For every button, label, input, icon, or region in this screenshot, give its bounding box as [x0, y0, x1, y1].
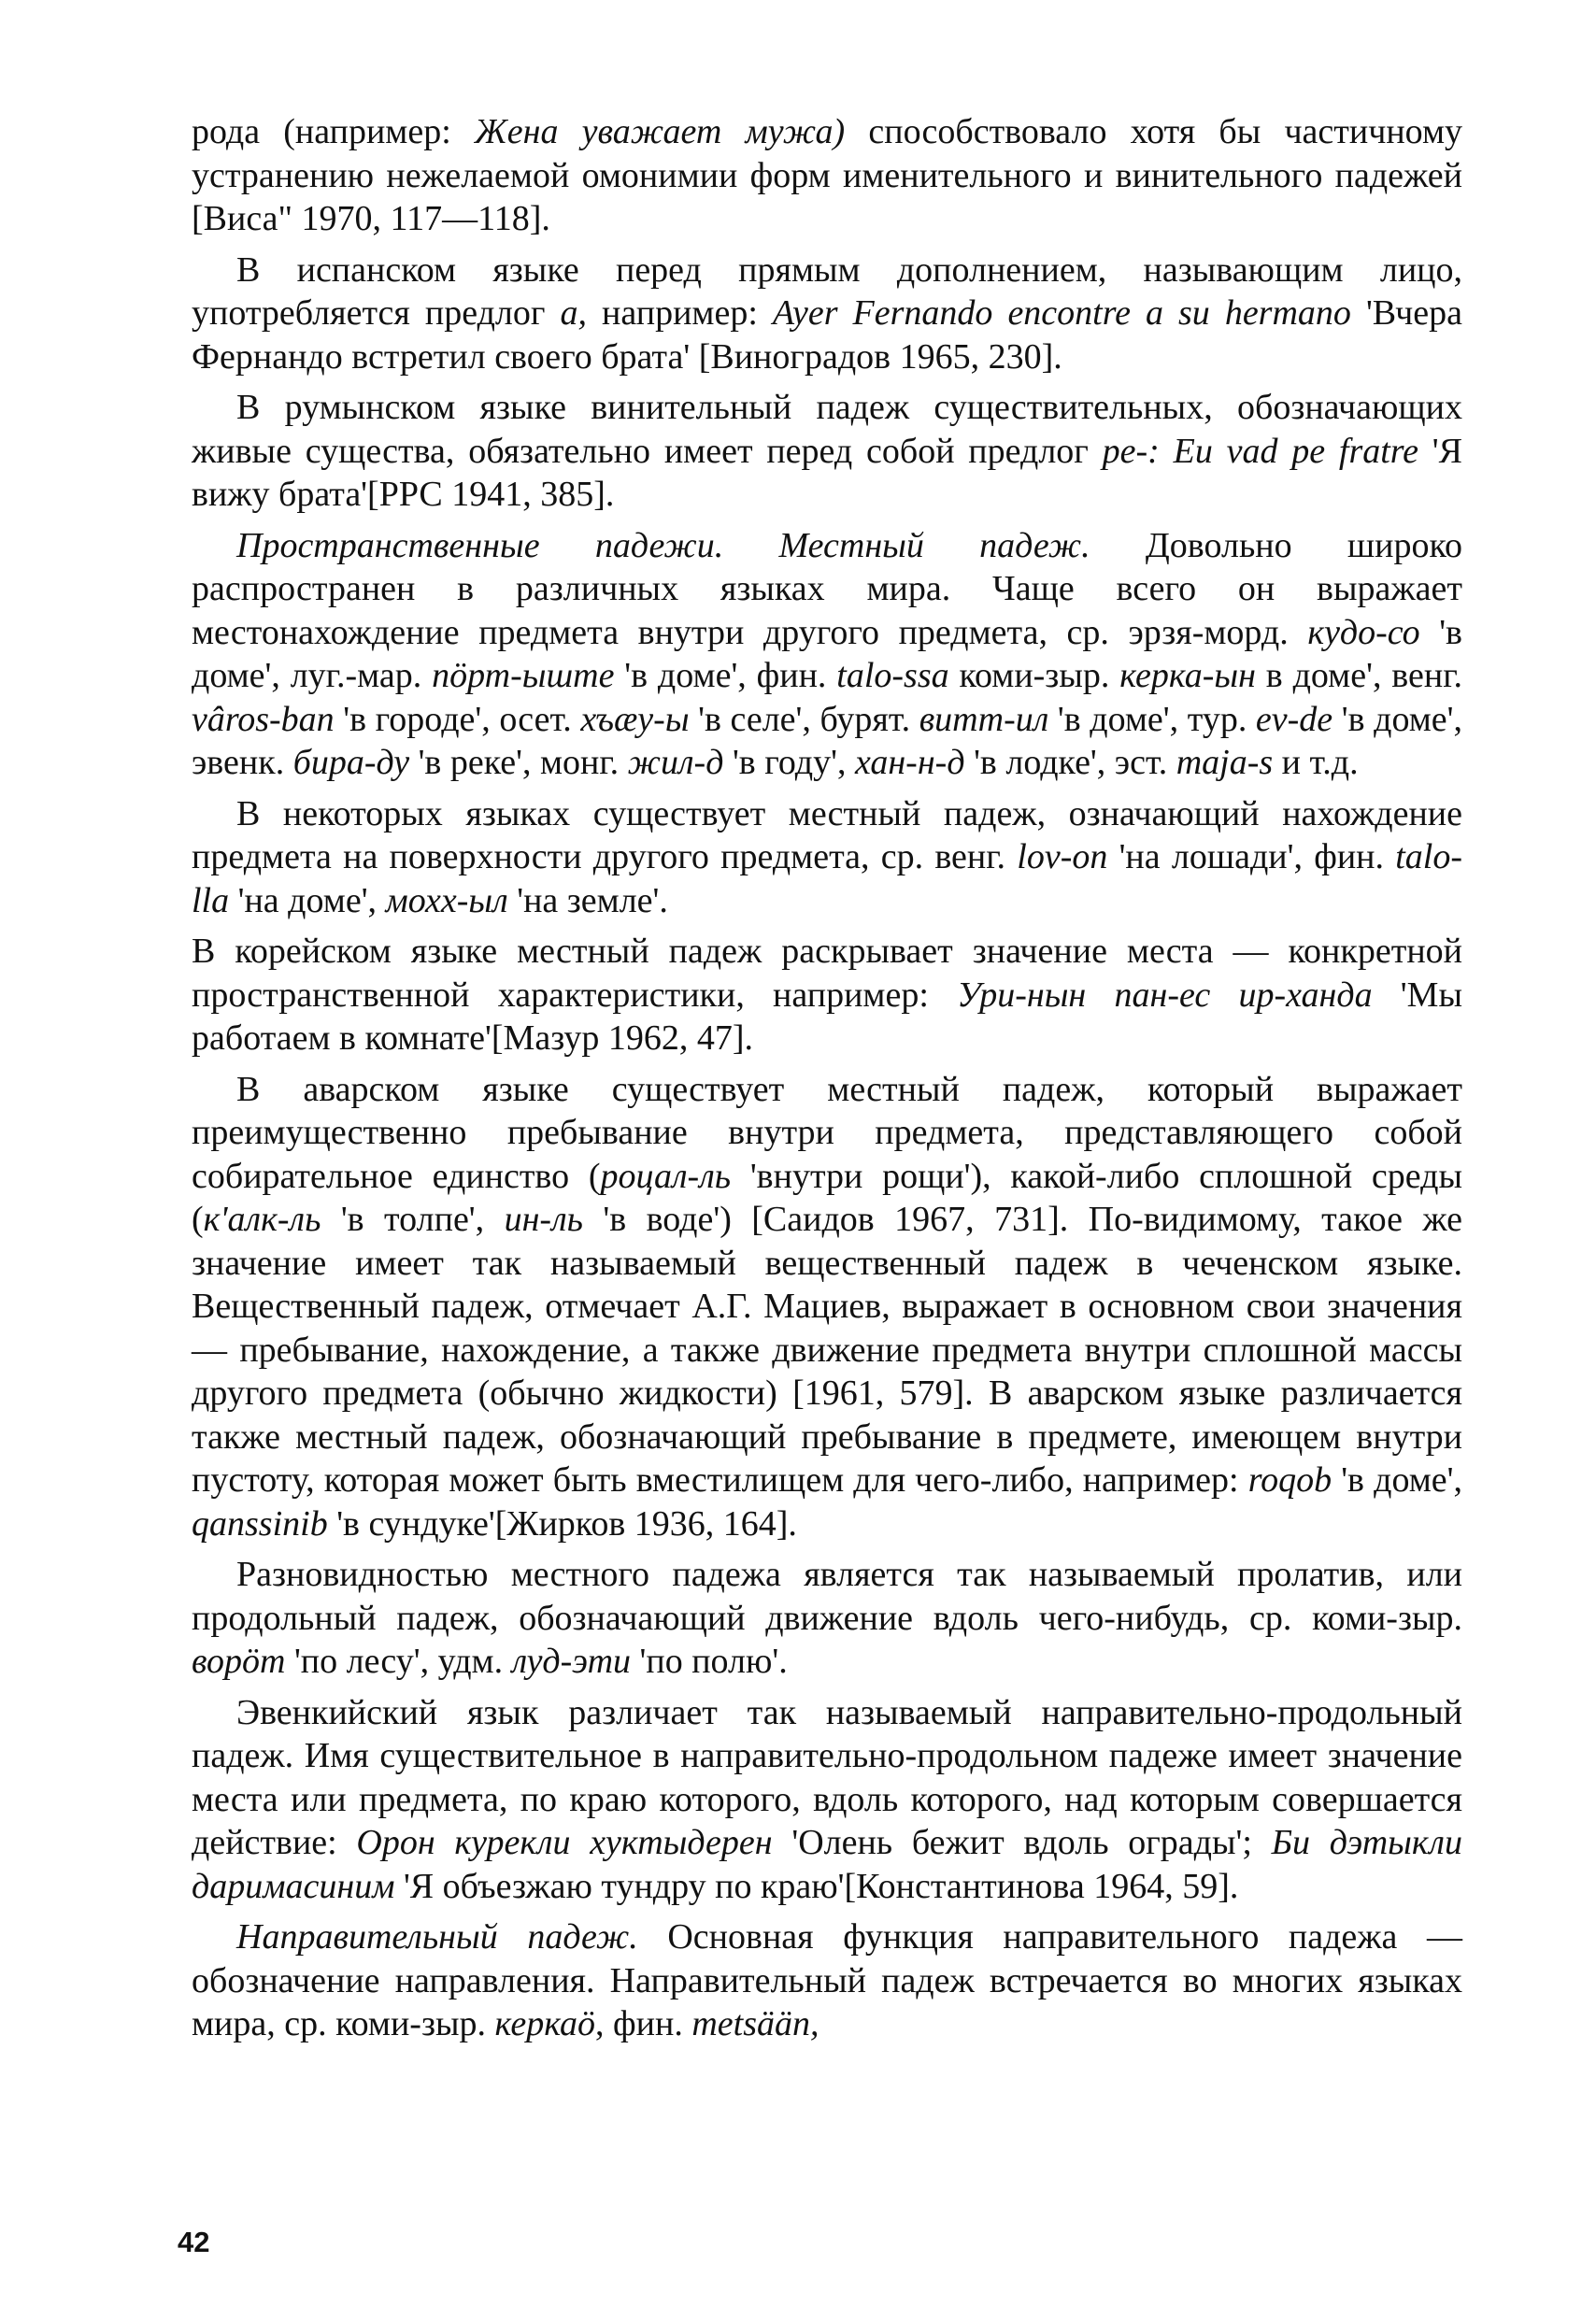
italic-run: хъæу-ы: [580, 699, 690, 739]
text-run: 'Я вижу брата'[РРС 1941, 385].: [192, 431, 1462, 514]
text-run: 'внутри рощи'), какой-либо сплошной среды (: [192, 1156, 1463, 1239]
italic-run: роцал-ль: [600, 1156, 732, 1196]
italic-run: Пространственные падежи. Местный падеж.: [236, 525, 1090, 565]
text-run: 'на лошади', фин.: [1107, 837, 1396, 876]
italic-run: керкаӧ: [494, 2004, 596, 2043]
italic-run: Орон курекли хуктыдерен: [356, 1823, 773, 1862]
italic-run: lov-on: [1017, 837, 1108, 876]
text-run: В аварском языке существует местный падеж, который выражает преимущественно пребывание внутри предмета, представляющего собой собирательное единство (: [192, 1069, 1462, 1196]
paragraph: [192, 1691, 1462, 1909]
text-run: Довольно широко распространен в различных языках мира. Чаще всего он выражает местонахождение предмета внутри другого предмета, ср. эрзя-морд.: [192, 525, 1462, 652]
italic-run: ev-de: [1255, 699, 1333, 739]
italic-run: луд-эти: [511, 1642, 632, 1681]
text-run: 'Мы работаем в комнате'[Мазур 1962, 47].: [192, 975, 1462, 1058]
text-run: 'Я объезжаю тундру по краю'[Константинова 1964, 59].: [394, 1866, 1239, 1906]
text-run: Основная функция направительного падежа — обозначение направления. Направительный падеж встречается во многих языках мира, ср. коми-зыр.: [192, 1917, 1462, 2043]
italic-run: qanssinib: [192, 1503, 328, 1544]
text-run: 'в году',: [723, 743, 855, 782]
paragraph: [192, 930, 1462, 1060]
text-run: 'в городе', осет.: [334, 699, 581, 739]
paragraph: [192, 110, 1462, 241]
text-run: рода (например:: [192, 112, 475, 151]
text-run: 'по лесу', удм.: [285, 1642, 512, 1681]
text-run: 'на земле'.: [507, 880, 668, 920]
text-run: В румынском языке винительный падеж существительных, обозначающих живые существа, обязательно имеет перед собой предлог: [192, 388, 1462, 471]
text-run: 'на доме',: [229, 880, 386, 920]
text-run: например:: [587, 293, 773, 333]
paragraph: [192, 249, 1462, 379]
paragraph: [192, 1553, 1462, 1684]
italic-run: vâros-ban: [192, 699, 335, 739]
text-run: 'в доме', луг.-мар.: [192, 612, 1462, 695]
text-run: 'по полю'.: [631, 1642, 788, 1681]
page-number: 42: [178, 2226, 210, 2258]
text-run: 'Олень бежит вдоль ограды';: [772, 1823, 1272, 1862]
italic-run: pe-:: [1102, 431, 1160, 471]
italic-run: a,: [560, 293, 588, 333]
paragraph: [192, 1068, 1462, 1546]
paragraph: [192, 386, 1462, 517]
italic-run: Направительный падеж.: [236, 1917, 638, 1957]
italic-run: Ayer Fernando encontre a su hermano: [772, 293, 1351, 333]
text-run: В некоторых языках существует местный падеж, означающий нахождение предмета на поверхности другого предмета, ср. венг.: [192, 793, 1462, 876]
text-run: 'в доме', эвенк.: [192, 699, 1463, 782]
text-run: Разновидностью местного падежа является так называемый пролатив, или продольный падеж, обозначающий движение вдоль чего-нибудь, ср. коми-зыр.: [192, 1555, 1462, 1638]
italic-run: Eu vad pe fratre: [1173, 431, 1419, 471]
italic-run: пӧрт-ыште: [432, 656, 615, 695]
document-page: [192, 110, 1462, 2054]
italic-run: кудо-со: [1307, 612, 1420, 652]
paragraph: [192, 524, 1462, 785]
text-run: , фин.: [595, 2004, 692, 2043]
text-run: коми-зыр.: [948, 656, 1120, 695]
italic-run: talo-lla: [192, 837, 1462, 920]
italic-run: мохх-ыл: [385, 880, 508, 920]
paragraph: [192, 1915, 1462, 2046]
text-run: В корейском языке местный падеж раскрывает значение места — конкретной пространственной характеристики, например:: [192, 932, 1462, 1015]
italic-run: бира-ду: [292, 743, 410, 782]
italic-run: ворӧт: [192, 1642, 286, 1681]
italic-run: ин-ль: [504, 1200, 583, 1239]
italic-run: хан-н-д: [854, 743, 965, 782]
italic-run: metsään,: [691, 2004, 819, 2043]
italic-run: roqob: [1247, 1460, 1332, 1500]
text-run: 'в доме', тур.: [1048, 699, 1256, 739]
italic-run: керка-ын: [1119, 656, 1256, 695]
text-run: 'в доме', фин.: [614, 656, 837, 695]
text-run: Эвенкийский язык различает так называемый направительно-продольный падеж. Имя существительное в направительно-продольном падеже имеет значение места или предмета, по краю которого, вдоль которого, над которым совершается действие:: [192, 1692, 1462, 1862]
text-run: и т.д.: [1273, 743, 1359, 782]
text-run: 'в доме',: [1332, 1460, 1462, 1500]
text-run: 'в селе', бурят.: [689, 699, 919, 739]
italic-run: Жена уважает мужа): [474, 112, 846, 151]
italic-run: Ури-нын пан-ес ир-ханда: [957, 975, 1373, 1015]
text-run: 'в реке', монг.: [409, 743, 628, 782]
italic-run: Би дэтыкли даримасиним: [192, 1823, 1462, 1906]
text-run: способствовало хотя бы частичному устранению нежелаемой омонимии форм именительного и винительного падежей [Виса" 1970, 117—118].: [192, 112, 1463, 238]
italic-run: жил-д: [627, 743, 724, 782]
text-run: В испанском языке перед прямым дополнением, называющим лицо, употребляется предлог: [192, 249, 1462, 333]
italic-run: витт-ил: [919, 699, 1049, 739]
text-run: 'в толпе',: [321, 1200, 505, 1239]
italic-run: к'алк-ль: [203, 1200, 321, 1239]
text-run: в доме', венг.: [1255, 656, 1462, 695]
text-run: 'в сундуке'[Жирков 1936, 164].: [327, 1503, 797, 1544]
text-run: 'в лодке', эст.: [964, 743, 1176, 782]
text-run: 'в воде') [Саидов 1967, 731]. По-видимому, такое же значение имеет так называемый вещественный падеж в чеченском языке. Вещественный падеж, отмечает А.Г. Мациев, выражает в основном свои значения — пребывание, нахождение, а также движение предмета внутри сплошной массы другого предмета (обычно жидкости) [1961, 579]. В аварском языке различается также местный падеж, обозначающий пребывание в предмете, имеющем внутри пустоту, которая может быть вместилищем для чего-либо, например:: [192, 1200, 1463, 1500]
paragraph: [192, 792, 1462, 923]
italic-run: talo-ssa: [836, 656, 949, 695]
text-run: [1160, 432, 1174, 471]
text-run: 'Вчера Фернандо встретил своего брата' [Виноградов 1965, 230].: [192, 293, 1463, 377]
italic-run: maja-s: [1176, 743, 1274, 782]
